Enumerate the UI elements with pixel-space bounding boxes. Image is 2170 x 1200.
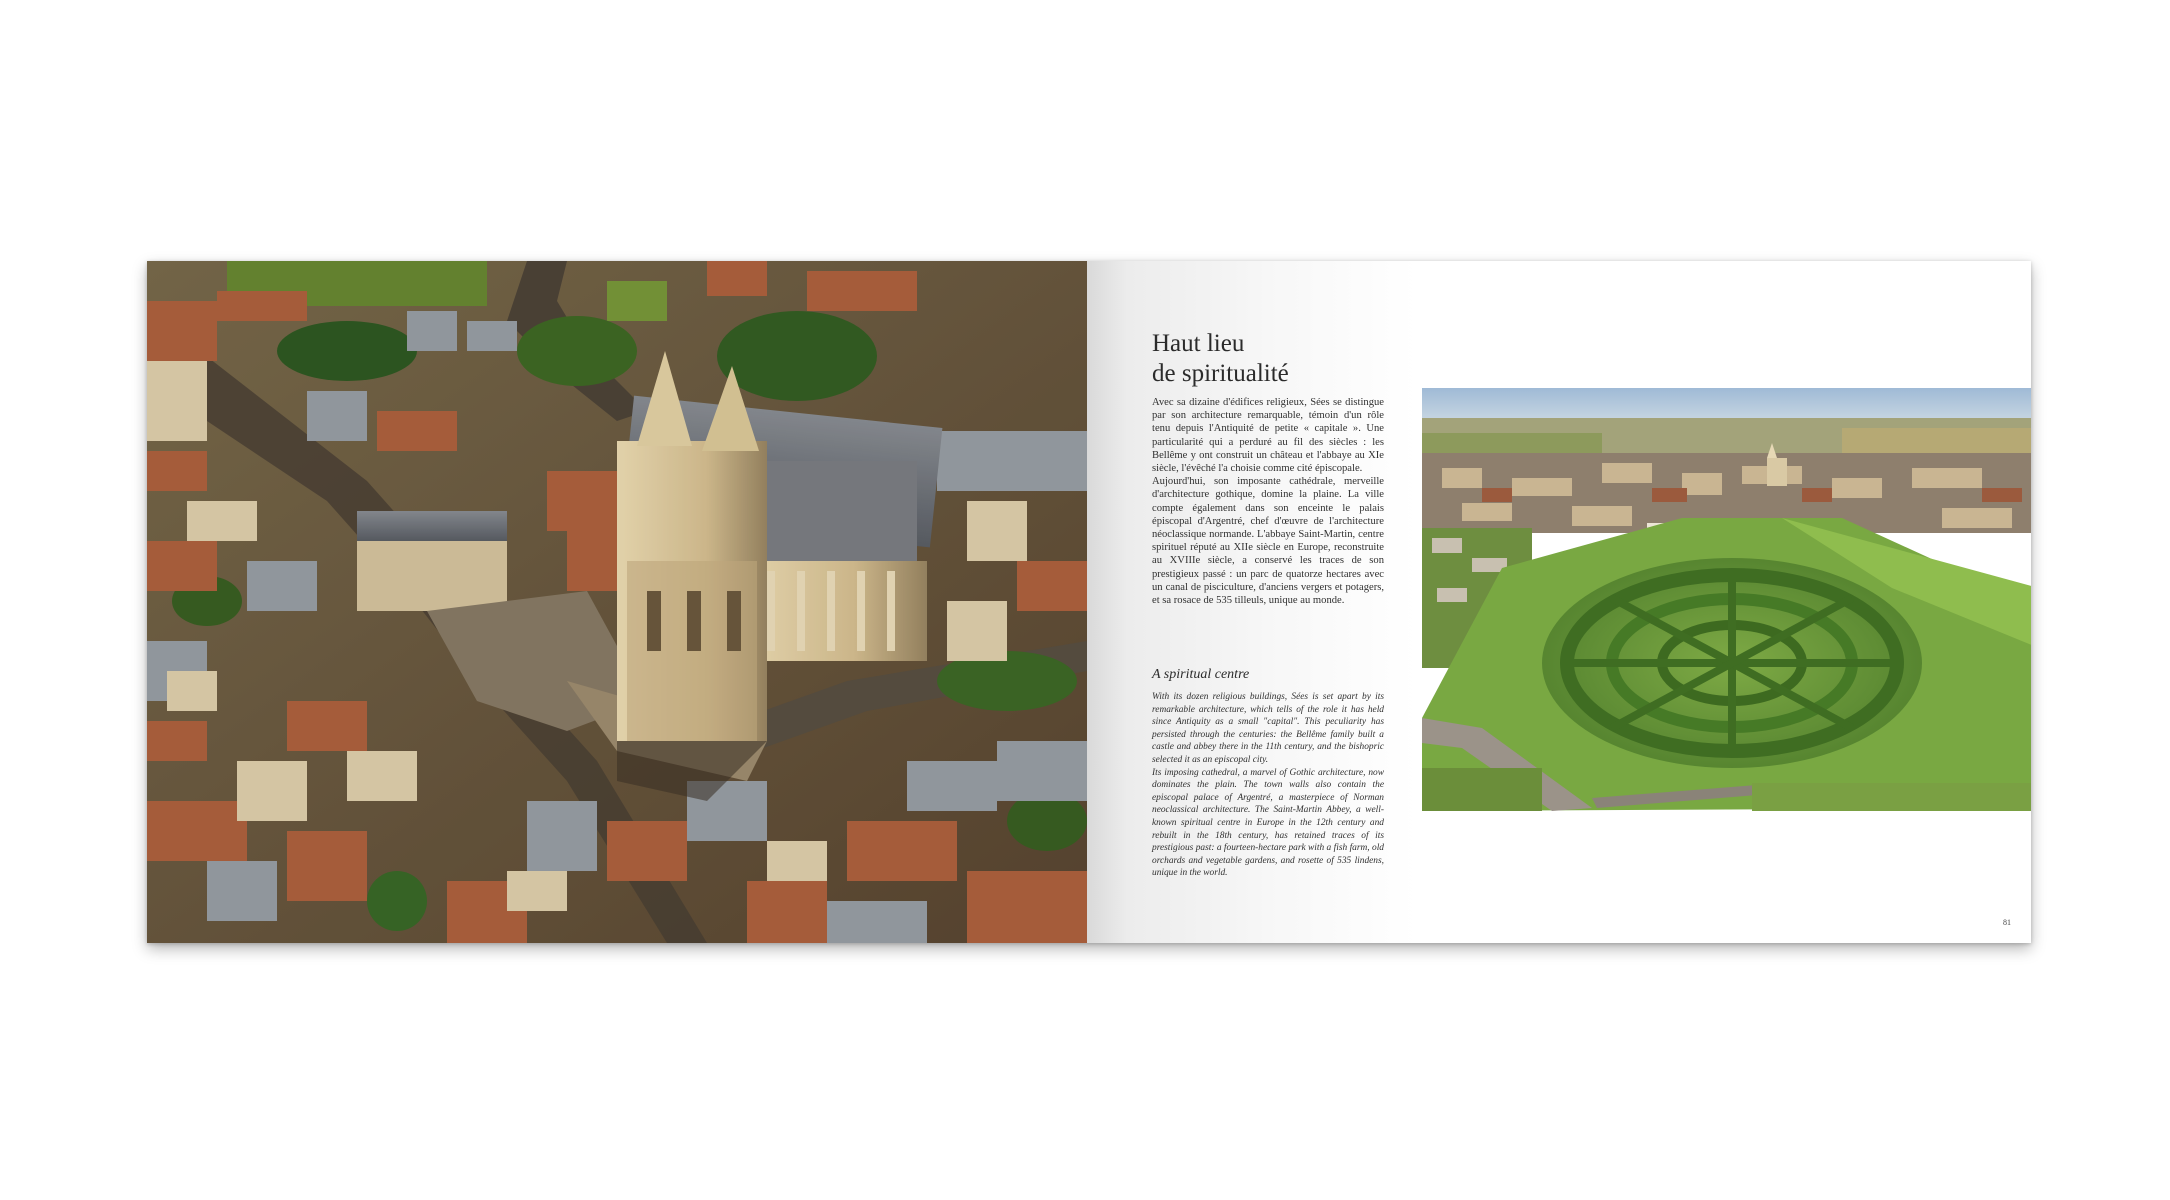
french-body-text (1152, 396, 1384, 607)
heading-line-2: de spiritualité (1152, 360, 1289, 387)
right-page (1087, 261, 2031, 943)
left-page (147, 261, 1087, 943)
english-body-text (1152, 691, 1384, 880)
english-subheading: A spiritual centre (1152, 667, 1250, 682)
french-paragraph-1: Avec sa dizaine d'édifices religieux, Sées se distingue par son architecture remarquable, témoin d'un rôle tenu depuis l'Antiquité de petite « capitale ». Une particularité qui a perduré au fil des siècles : les Bellême y ont construit un château et l'abbaye au XIe siècle, l'évêché l'a choisie comme cité épiscopale. (1152, 397, 1384, 475)
page-heading (1152, 329, 1289, 389)
french-paragraph-2: Aujourd'hui, son imposante cathédrale, merveille d'architecture gothique, domine la plaine. La ville compte également dans son enceinte le palais épiscopal d'Argentré, chef d'œuvre de l'architecture néoclassique normande. L'abbaye Saint-Martin, centre spirituel réputé au XIIe siècle en Europe, reconstruite au XVIIIe siècle, a conservé les traces de son prestigieux passé : un parc de quatorze hectares avec un canal de pisciculture, d'anciens vergers et potagers, et sa rosace de 535 tilleuls, unique au monde. (1152, 476, 1384, 607)
english-paragraph-1: With its dozen religious buildings, Sées is set apart by its remarkable architecture, which tells of the role it has held since Antiquity as a small "capital". This peculiarity has persisted through the centuries: the Bellême family built a castle and abbey there in the 11th century, and the bishopric selected it as an episcopal city. (1152, 692, 1384, 765)
abbey-park-aerial-photo (1422, 388, 2031, 811)
heading-line-1: Haut lieu (1152, 330, 1245, 357)
book-spread (147, 261, 2031, 943)
english-paragraph-2: Its imposing cathedral, a marvel of Gothic architecture, now dominates the plain. The town walls also contain the episcopal palace of Argentré, a masterpiece of Norman neoclassical architecture. The Saint-Martin Abbey, a well-known spiritual centre in Europe in the 12th century and rebuilt in the 18th century, has retained traces of its prestigious past: a fourteen-hectare park with a fish farm, old orchards and vegetable gardens, and rosette of 535 lindens, unique in the world. (1152, 767, 1384, 879)
abbey-park-photo-art (1422, 388, 2031, 811)
page-number: 81 (2003, 918, 2011, 927)
cathedral-aerial-photo (147, 261, 1087, 943)
